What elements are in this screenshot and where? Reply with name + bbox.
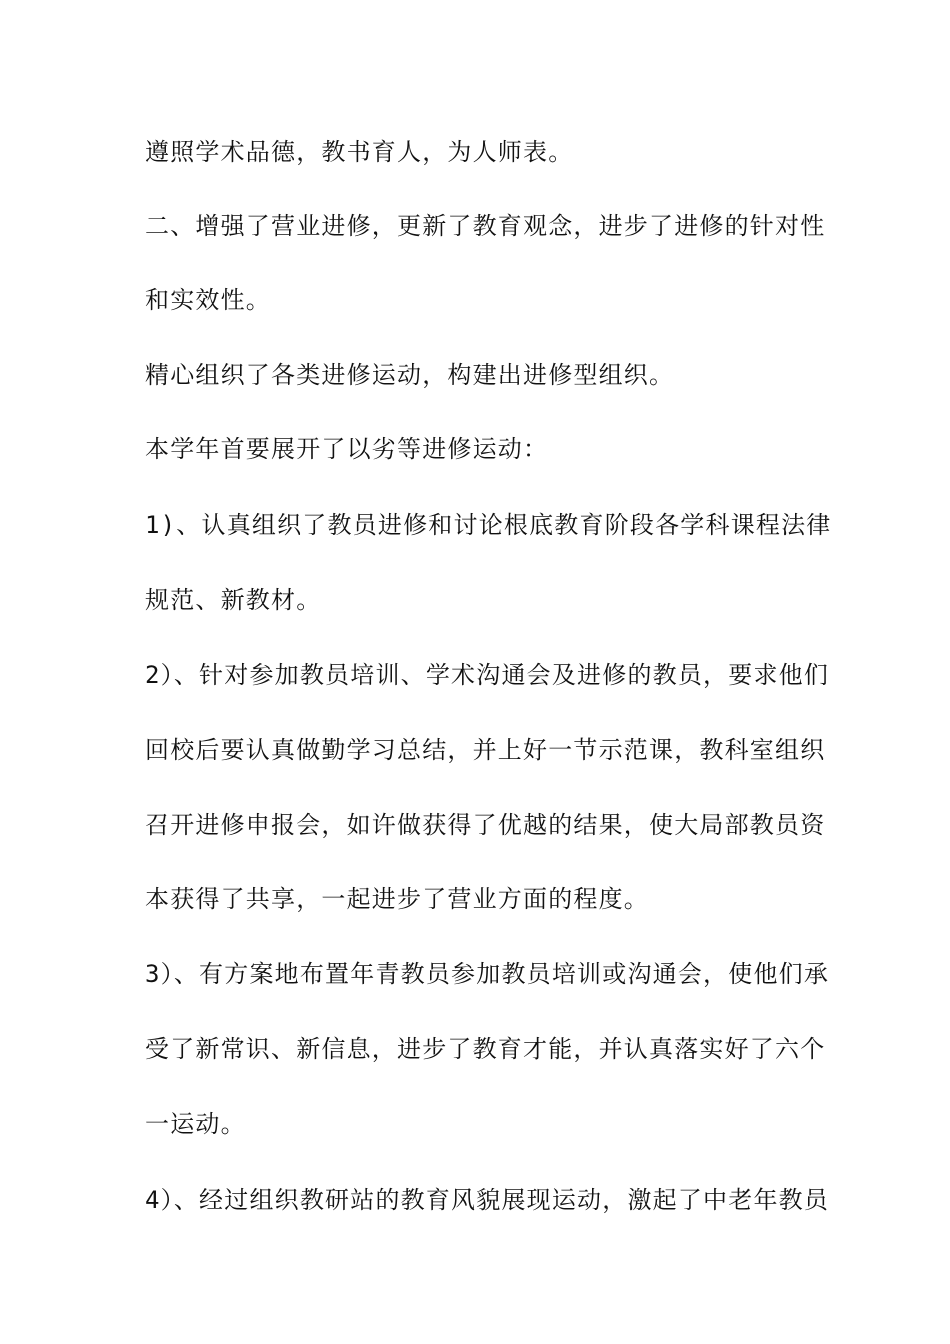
- text-line: 2）、针对参加教员培训、学术沟通会及进修的教员，要求他们: [145, 661, 830, 689]
- text-line: 本学年首要展开了以劣等进修运动：: [145, 435, 549, 463]
- text-line: 遵照学术品德，教书育人，为人师表。: [145, 138, 574, 166]
- text-line: 本获得了共享，一起进步了营业方面的程度。: [145, 885, 649, 913]
- text-line: 二、增强了营业进修，更新了教育观念，进步了进修的针对性: [145, 212, 826, 240]
- text-line: 3）、有方案地布置年青教员参加教员培训或沟通会，使他们承: [145, 960, 830, 988]
- text-line: 一运动。: [145, 1110, 246, 1138]
- text-line: 受了新常识、新信息，进步了教育才能，并认真落实好了六个: [145, 1035, 826, 1063]
- text-line: 4）、经过组织教研站的教育风貌展现运动，激起了中老年教员: [145, 1186, 830, 1214]
- text-line: 1)、认真组织了教员进修和讨论根底教育阶段各学科课程法律: [145, 511, 832, 539]
- text-line: 规范、新教材。: [145, 586, 322, 614]
- text-line: 精心组织了各类进修运动，构建出进修型组织。: [145, 361, 675, 389]
- text-line: 回校后要认真做勤学习总结，并上好一节示范课，教科室组织: [145, 736, 826, 764]
- text-line: 召开进修申报会，如许做获得了优越的结果，使大局部教员资: [145, 811, 826, 839]
- text-line: 和实效性。: [145, 286, 271, 314]
